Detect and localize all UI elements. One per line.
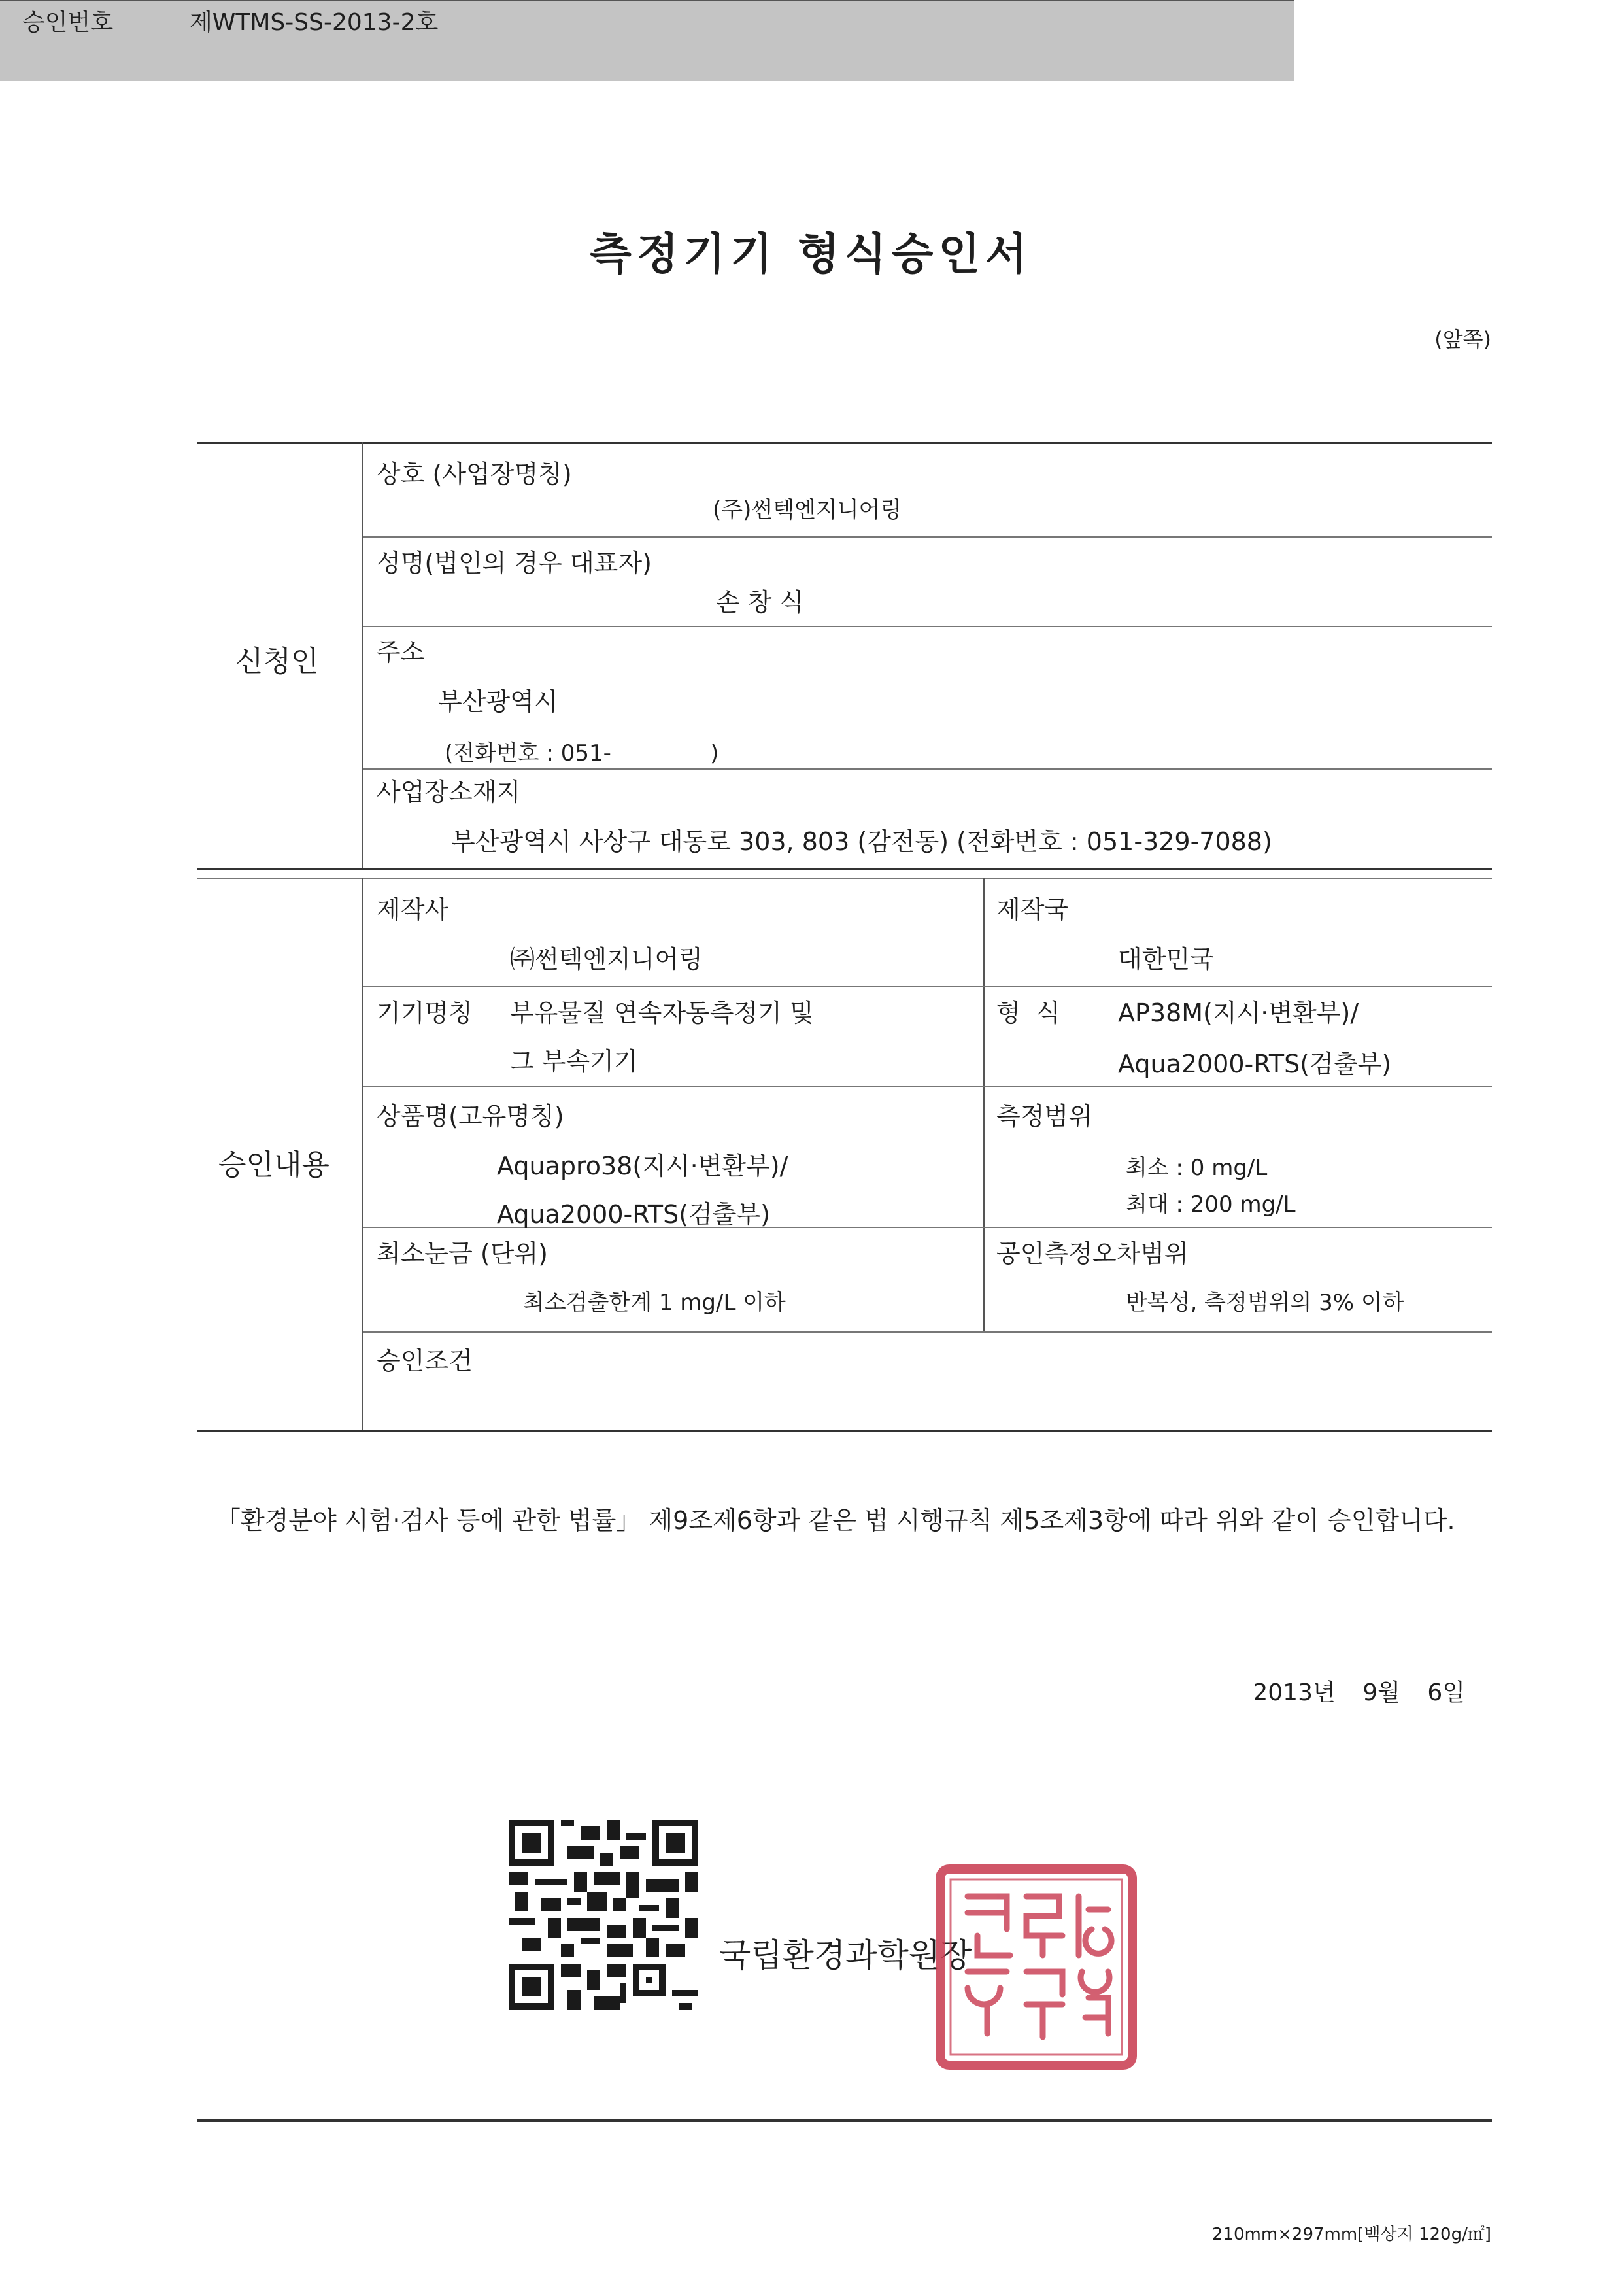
device-value-1: 부유물질 연속자동측정기 및 <box>510 999 814 1027</box>
divider <box>197 1430 1492 1432</box>
model-label: 형 식 <box>996 999 1060 1027</box>
divider <box>363 626 1492 627</box>
divider <box>983 878 985 1332</box>
address-phone: (전화번호 : 051- ) <box>445 740 719 766</box>
range-label: 측정범위 <box>996 1102 1092 1131</box>
error-label: 공인측정오차범위 <box>996 1239 1189 1268</box>
model-value-1: AP38M(지시·변환부)/ <box>1118 999 1359 1027</box>
divider <box>197 442 1492 444</box>
product-label: 상품명(고유명칭) <box>377 1102 564 1131</box>
divider <box>197 878 1492 879</box>
issue-date: 2013년 9월 6일 <box>1253 1679 1465 1706</box>
condition-label: 승인조건 <box>377 1346 473 1375</box>
address-label: 주소 <box>377 638 425 666</box>
divider <box>363 1331 1492 1333</box>
country-label: 제작국 <box>996 895 1069 924</box>
site-label: 사업장소재지 <box>377 778 521 806</box>
maker-value: ㈜썬텍엔지니어링 <box>510 945 703 974</box>
approval-number-label: 승인번호 <box>22 9 114 36</box>
country-value: 대한민국 <box>1118 945 1214 974</box>
side-label: (앞쪽) <box>1434 327 1491 352</box>
divider <box>363 1086 1492 1087</box>
divider <box>363 986 1492 987</box>
divider <box>363 768 1492 770</box>
representative-value: 손 창 식 <box>716 588 804 617</box>
address-value: 부산광역시 <box>438 687 558 716</box>
device-label: 기기명칭 <box>377 999 473 1027</box>
scale-value: 최소검출한계 1 mg/L 이하 <box>523 1290 786 1316</box>
error-value: 반복성, 측정범위의 3% 이하 <box>1126 1290 1404 1316</box>
product-value-2: Aqua2000-RTS(검출부) <box>497 1200 770 1229</box>
company-label: 상호 (사업장명칭) <box>377 460 572 488</box>
approval-number-value: 제WTMS-SS-2013-2호 <box>190 9 439 36</box>
site-value: 부산광역시 사상구 대동로 303, 803 (감전동) (전화번호 : 051-329-7088) <box>451 827 1272 856</box>
footer-divider <box>197 2119 1492 2122</box>
range-max: 최대 : 200 mg/L <box>1126 1191 1296 1218</box>
company-value: (주)썬텍엔지니어링 <box>713 497 902 523</box>
divider <box>197 868 1492 870</box>
applicant-section-label: 신청인 <box>235 645 319 678</box>
device-value-2: 그 부속기기 <box>510 1047 638 1076</box>
approval-section-label: 승인내용 <box>218 1148 330 1182</box>
divider <box>362 442 363 868</box>
page-title: 측정기기 형식승인서 <box>590 229 1032 279</box>
paper-spec: 210mm×297mm[백상지 120g/㎡] <box>1211 2225 1491 2244</box>
range-min: 최소 : 0 mg/L <box>1126 1155 1268 1181</box>
representative-label: 성명(법인의 경우 대표자) <box>377 549 652 577</box>
approval-number-banner <box>0 0 1294 81</box>
product-value-1: Aquapro38(지시·변환부)/ <box>497 1152 788 1180</box>
approval-statement: 「환경분야 시험·검사 등에 관한 법률」 제9조제6항과 같은 법 시행규칙 제5조제3항에 따라 위와 같이 승인합니다. <box>216 1506 1455 1535</box>
qr-code-icon <box>509 1817 698 2013</box>
divider <box>362 878 363 1430</box>
divider <box>363 536 1492 538</box>
maker-label: 제작사 <box>377 895 449 924</box>
official-seal-icon <box>928 1857 1144 2080</box>
issuing-agency: 국립환경과학원장 <box>719 1936 972 1974</box>
model-value-2: Aqua2000-RTS(검출부) <box>1118 1050 1391 1078</box>
scale-label: 최소눈금 (단위) <box>377 1239 548 1268</box>
